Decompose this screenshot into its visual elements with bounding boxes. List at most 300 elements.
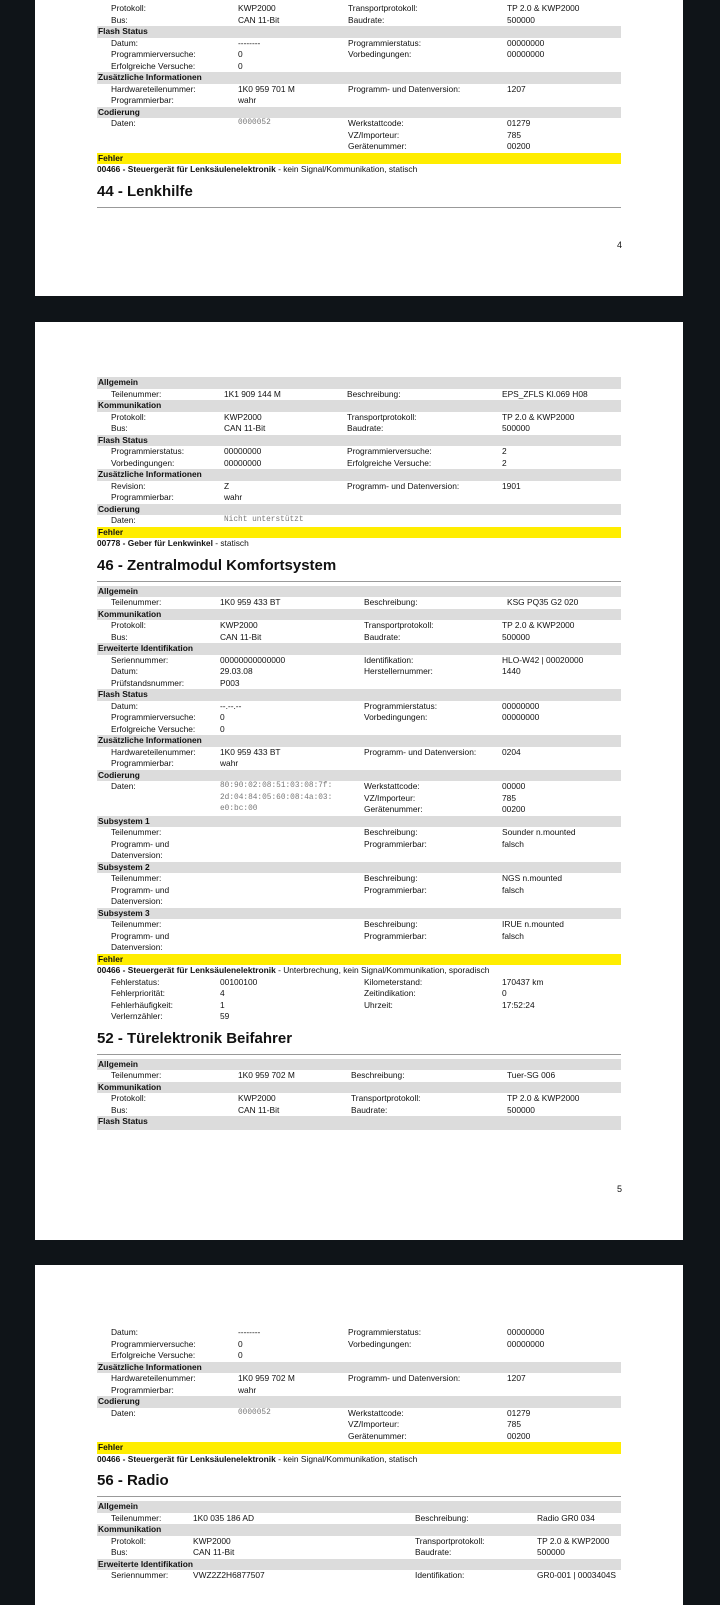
field-value: wahr bbox=[220, 758, 239, 768]
error-description: - statisch bbox=[212, 538, 249, 548]
field-rows bbox=[97, 118, 621, 153]
field-row bbox=[97, 1419, 621, 1431]
error-band: Fehler bbox=[97, 527, 621, 539]
section-title-44: 44 - Lenkhilfe bbox=[97, 182, 621, 208]
field-value: 0 bbox=[238, 1350, 243, 1360]
field-rows bbox=[97, 1513, 621, 1525]
field-value: 01279 bbox=[507, 118, 531, 128]
field-label: Bus: bbox=[111, 1547, 128, 1557]
field-value: 00000000 bbox=[502, 700, 540, 711]
field-value: 00100100 bbox=[220, 976, 258, 987]
field-rows bbox=[97, 1536, 621, 1559]
document-page-6 bbox=[35, 1265, 683, 1605]
field-label: Erfolgreiche Versuche: bbox=[111, 60, 196, 71]
field-value: 500000 bbox=[507, 14, 535, 25]
field-row bbox=[97, 712, 621, 724]
error-description: - Unterbrechung, kein Signal/Kommunikation, sporadisch bbox=[275, 965, 490, 975]
field-row bbox=[97, 38, 621, 50]
field-row bbox=[97, 839, 621, 851]
field-value: 1K1 909 144 M bbox=[224, 388, 281, 399]
field-rows bbox=[97, 1070, 621, 1082]
field-row bbox=[97, 1408, 621, 1420]
field-label: Verlernzähler: bbox=[111, 1011, 163, 1021]
field-row bbox=[97, 758, 621, 770]
field-value: CAN 11-Bit bbox=[224, 423, 266, 433]
field-row bbox=[97, 492, 621, 504]
field-label: Transportprotokoll: bbox=[347, 411, 417, 422]
field-row bbox=[97, 1513, 621, 1525]
field-rows bbox=[97, 1373, 621, 1396]
coding-band: Codierung bbox=[97, 770, 621, 782]
field-label: Datenversion: bbox=[111, 896, 163, 906]
field-value: 4 bbox=[220, 988, 225, 998]
field-label: Teilenummer: bbox=[111, 919, 162, 929]
field-label: Datum: bbox=[111, 37, 138, 48]
field-row bbox=[97, 95, 621, 107]
field-row bbox=[97, 988, 621, 1000]
field-row bbox=[97, 931, 621, 943]
field-row bbox=[97, 389, 621, 401]
field-value: Radio GR0 034 bbox=[537, 1512, 595, 1523]
field-label: Programmierbar: bbox=[364, 838, 427, 849]
field-label: Daten: bbox=[111, 781, 136, 791]
field-row bbox=[97, 130, 621, 142]
flash-status-band: Flash Status bbox=[97, 1116, 621, 1130]
field-label: Transportprotokoll: bbox=[364, 620, 434, 630]
error-code: 00466 - Steuergerät für Lenksäulenelektronik bbox=[97, 965, 276, 975]
field-label: Vorbedingungen: bbox=[111, 457, 175, 468]
field-label: Beschreibung: bbox=[364, 873, 418, 883]
error-band: Fehler bbox=[97, 1442, 621, 1454]
page-5-content bbox=[97, 377, 621, 1130]
additional-info-band: Zusätzliche Informationen bbox=[97, 469, 621, 481]
field-value: 1 bbox=[220, 999, 225, 1010]
field-rows bbox=[97, 1327, 621, 1362]
field-rows bbox=[97, 446, 621, 469]
field-value: TP 2.0 & KWP2000 bbox=[502, 411, 575, 422]
page-4-content bbox=[97, 3, 621, 212]
extended-id-band: Erweiterte Identifikation bbox=[97, 1559, 621, 1571]
communication-band: Kommunikation bbox=[97, 400, 621, 412]
field-value: 2 bbox=[502, 446, 507, 456]
field-label: Datenversion: bbox=[111, 850, 163, 860]
field-label: Programmierversuche: bbox=[111, 49, 196, 59]
field-row bbox=[97, 977, 621, 989]
field-label: Hardwareteilenummer: bbox=[111, 746, 196, 757]
field-label: Zeitindikation: bbox=[364, 988, 416, 998]
field-row bbox=[97, 747, 621, 759]
field-label: Gerätenummer: bbox=[364, 804, 423, 814]
field-value: NGS n.mounted bbox=[502, 873, 563, 883]
field-label: Protokoll: bbox=[111, 620, 146, 630]
coding-band: Codierung bbox=[97, 1396, 621, 1408]
flash-status-band: Flash Status bbox=[97, 26, 621, 38]
communication-band: Kommunikation bbox=[97, 1524, 621, 1536]
field-value: 785 bbox=[502, 792, 516, 803]
field-label: Programmierstatus: bbox=[364, 700, 438, 711]
field-label: Fehlerpriorität: bbox=[111, 988, 165, 998]
field-label: Daten: bbox=[111, 1407, 136, 1418]
subsystem-2-band: Subsystem 2 bbox=[97, 862, 621, 874]
section-title-52: 52 - Türelektronik Beifahrer bbox=[97, 1029, 621, 1055]
field-label: VZ/Importeur: bbox=[348, 1419, 400, 1429]
field-label: Teilenummer: bbox=[111, 1070, 162, 1080]
error-band: Fehler bbox=[97, 153, 621, 165]
field-label: Hardwareteilenummer: bbox=[111, 1373, 196, 1383]
field-value: 1207 bbox=[507, 83, 526, 94]
field-value: KWP2000 bbox=[193, 1535, 231, 1546]
field-label: Teilenummer: bbox=[111, 827, 162, 837]
field-rows bbox=[97, 412, 621, 435]
field-label: Beschreibung: bbox=[351, 1070, 405, 1080]
field-rows bbox=[97, 481, 621, 504]
field-row bbox=[97, 1000, 621, 1012]
field-value: 00200 bbox=[507, 1430, 531, 1441]
field-value: 0204 bbox=[502, 746, 521, 757]
field-label: Daten: bbox=[111, 515, 136, 525]
field-rows bbox=[97, 919, 621, 954]
field-label: Programmierversuche: bbox=[111, 712, 196, 722]
field-label: Erfolgreiche Versuche: bbox=[111, 1350, 196, 1360]
field-label: Seriennummer: bbox=[111, 1570, 169, 1580]
field-value: 1207 bbox=[507, 1373, 526, 1383]
field-value: -------- bbox=[238, 1327, 261, 1337]
field-value: CAN 11-Bit bbox=[220, 631, 262, 642]
field-label: Programm- und Datenversion: bbox=[364, 746, 477, 757]
field-label: Programmierstatus: bbox=[111, 446, 185, 456]
field-value: 17:52:24 bbox=[502, 999, 535, 1010]
field-label: Programmierbar: bbox=[111, 95, 174, 105]
field-value: 80:90:02:08:51:03:08:7f: bbox=[220, 782, 333, 790]
field-label: Teilenummer: bbox=[111, 388, 162, 399]
section-title-56: 56 - Radio bbox=[97, 1471, 621, 1497]
error-entry bbox=[97, 1454, 621, 1466]
field-label: Transportprotokoll: bbox=[415, 1535, 485, 1546]
field-row bbox=[97, 701, 621, 713]
error-code: 00778 - Geber für Lenkwinkel bbox=[97, 538, 213, 548]
field-row bbox=[97, 1373, 621, 1385]
page-6-content bbox=[97, 1327, 621, 1582]
field-row bbox=[97, 446, 621, 458]
field-value: TP 2.0 & KWP2000 bbox=[507, 1093, 580, 1103]
field-label: Programm- und bbox=[111, 884, 170, 895]
field-label: Hardwareteilenummer: bbox=[111, 83, 196, 94]
field-value: CAN 11-Bit bbox=[238, 14, 280, 25]
field-value: 00000000 bbox=[507, 1327, 545, 1337]
field-row bbox=[97, 1339, 621, 1351]
field-row bbox=[97, 666, 621, 678]
field-value: TP 2.0 & KWP2000 bbox=[537, 1535, 610, 1546]
field-rows bbox=[97, 977, 621, 1023]
flash-status-band: Flash Status bbox=[97, 689, 621, 701]
field-rows bbox=[97, 1408, 621, 1443]
field-value: 00200 bbox=[502, 804, 526, 814]
field-row bbox=[97, 118, 621, 130]
document-page-4 bbox=[35, 0, 683, 296]
field-label: Protokoll: bbox=[111, 1093, 146, 1103]
field-label: Protokoll: bbox=[111, 1535, 146, 1546]
field-label: Bus: bbox=[111, 423, 128, 433]
coding-band: Codierung bbox=[97, 107, 621, 119]
field-row bbox=[97, 620, 621, 632]
field-label: Datum: bbox=[111, 666, 138, 676]
field-value: 500000 bbox=[502, 631, 530, 642]
field-label: Datum: bbox=[111, 700, 138, 711]
field-label: Beschreibung: bbox=[415, 1512, 469, 1523]
general-band: Allgemein bbox=[97, 1059, 621, 1071]
field-row bbox=[97, 1327, 621, 1339]
field-value: 1K0 035 186 AD bbox=[193, 1512, 255, 1523]
field-rows bbox=[97, 84, 621, 107]
field-rows bbox=[97, 1093, 621, 1116]
field-label: Gerätenummer: bbox=[348, 1430, 407, 1441]
error-band: Fehler bbox=[97, 954, 621, 966]
field-value: Nicht unterstützt bbox=[224, 516, 304, 524]
field-row bbox=[97, 423, 621, 435]
field-label: VZ/Importeur: bbox=[364, 792, 416, 803]
field-label: Erfolgreiche Versuche: bbox=[347, 457, 432, 468]
field-value: 0 bbox=[238, 49, 243, 59]
field-rows bbox=[97, 781, 621, 816]
field-label: Identifikation: bbox=[364, 654, 414, 665]
field-label: Protokoll: bbox=[111, 3, 146, 13]
field-row bbox=[97, 481, 621, 493]
page-number: 4 bbox=[617, 240, 623, 250]
extended-id-band: Erweiterte Identifikation bbox=[97, 643, 621, 655]
field-value: EPS_ZFLS Kl.069 H08 bbox=[502, 388, 588, 399]
field-row bbox=[97, 61, 621, 73]
field-label: Prüfstandsnummer: bbox=[111, 677, 185, 688]
field-value: 2d:04:84:05:60:08:4a:03: bbox=[220, 793, 333, 802]
field-label: Identifikation: bbox=[415, 1570, 465, 1580]
field-label: Uhrzeit: bbox=[364, 999, 393, 1010]
field-row bbox=[97, 49, 621, 61]
field-label: Teilenummer: bbox=[111, 597, 162, 607]
subsystem-3-band: Subsystem 3 bbox=[97, 908, 621, 920]
field-value: IRUE n.mounted bbox=[502, 919, 564, 929]
field-value: 01279 bbox=[507, 1407, 531, 1418]
field-value: --.--.-- bbox=[220, 700, 242, 711]
field-value: 00200 bbox=[507, 141, 531, 151]
field-value: 00000000 bbox=[507, 37, 545, 48]
additional-info-band: Zusätzliche Informationen bbox=[97, 735, 621, 747]
field-row bbox=[97, 804, 621, 816]
field-row bbox=[97, 412, 621, 424]
field-value: -------- bbox=[238, 37, 261, 48]
field-value: 2 bbox=[502, 457, 507, 468]
field-rows bbox=[97, 389, 621, 401]
field-row bbox=[97, 896, 621, 908]
general-band: Allgemein bbox=[97, 586, 621, 598]
field-label: Gerätenummer: bbox=[348, 141, 407, 151]
field-label: Bus: bbox=[111, 631, 128, 642]
field-rows bbox=[97, 655, 621, 690]
field-label: Datenversion: bbox=[111, 942, 163, 952]
field-label: Daten: bbox=[111, 118, 136, 128]
field-label: Herstellernummer: bbox=[364, 666, 433, 676]
field-value: GR0-001 | 0003404S bbox=[537, 1570, 617, 1580]
field-row bbox=[97, 919, 621, 931]
field-value: VWZ2Z2H6877507 bbox=[193, 1570, 265, 1580]
field-value: 00000000 bbox=[507, 1338, 545, 1349]
field-value: KSG PQ35 G2 020 bbox=[507, 597, 579, 607]
field-value: 0 bbox=[238, 1338, 243, 1349]
error-entry bbox=[97, 965, 621, 977]
field-rows bbox=[97, 38, 621, 73]
field-row bbox=[97, 1011, 621, 1023]
field-value: 0 bbox=[238, 60, 243, 71]
field-label: VZ/Importeur: bbox=[348, 129, 400, 140]
field-value: 0 bbox=[220, 723, 225, 734]
field-label: Fehlerstatus: bbox=[111, 976, 160, 987]
field-row bbox=[97, 141, 621, 153]
field-value: HLO-W42 | 00020000 bbox=[502, 654, 584, 665]
field-value: e0:bc:00 bbox=[220, 805, 258, 813]
field-value: 500000 bbox=[507, 1104, 535, 1115]
field-label: Programmierbar: bbox=[111, 1384, 174, 1395]
coding-band: Codierung bbox=[97, 504, 621, 516]
field-value: TP 2.0 & KWP2000 bbox=[507, 3, 580, 13]
field-value: 0000052 bbox=[238, 119, 271, 127]
field-label: Datum: bbox=[111, 1327, 138, 1337]
field-value: CAN 11-Bit bbox=[238, 1104, 280, 1115]
field-rows bbox=[97, 620, 621, 643]
field-value: 1440 bbox=[502, 666, 521, 676]
field-label: Erfolgreiche Versuche: bbox=[111, 723, 196, 734]
subsystem-1-band: Subsystem 1 bbox=[97, 816, 621, 828]
field-value: CAN 11-Bit bbox=[193, 1547, 235, 1557]
field-rows bbox=[97, 3, 621, 26]
field-label: Baudrate: bbox=[415, 1547, 452, 1557]
field-value: Z bbox=[224, 480, 230, 491]
field-label: Bus: bbox=[111, 1104, 128, 1115]
field-rows bbox=[97, 747, 621, 770]
field-label: Teilenummer: bbox=[111, 1512, 162, 1523]
field-value: 00000 bbox=[502, 781, 526, 791]
field-value: KWP2000 bbox=[238, 1093, 276, 1103]
field-value: falsch bbox=[502, 930, 524, 941]
field-value: 0 bbox=[502, 988, 507, 998]
field-label: Werkstattcode: bbox=[364, 781, 420, 791]
field-label: Baudrate: bbox=[347, 423, 384, 433]
field-value: 29.03.08 bbox=[220, 666, 253, 676]
error-description: - kein Signal/Kommunikation, statisch bbox=[275, 164, 418, 174]
section-title-46: 46 - Zentralmodul Komfortsystem bbox=[97, 556, 621, 582]
flash-status-band: Flash Status bbox=[97, 435, 621, 447]
field-row bbox=[97, 1070, 621, 1082]
field-row bbox=[97, 1431, 621, 1443]
field-label: Programm- und bbox=[111, 930, 170, 941]
field-label: Vorbedingungen: bbox=[348, 1338, 412, 1349]
field-row bbox=[97, 655, 621, 667]
field-label: Baudrate: bbox=[348, 14, 385, 25]
communication-band: Kommunikation bbox=[97, 1082, 621, 1094]
field-label: Baudrate: bbox=[351, 1104, 388, 1115]
error-entry bbox=[97, 538, 621, 550]
field-value: falsch bbox=[502, 838, 524, 849]
field-label: Vorbedingungen: bbox=[364, 712, 428, 722]
field-value: KWP2000 bbox=[224, 411, 262, 422]
field-label: Werkstattcode: bbox=[348, 1407, 404, 1418]
field-label: Beschreibung: bbox=[364, 827, 418, 837]
field-rows bbox=[97, 597, 621, 609]
field-row bbox=[97, 678, 621, 690]
field-label: Vorbedingungen: bbox=[348, 49, 412, 59]
field-rows bbox=[97, 515, 621, 527]
field-label: Programmierbar: bbox=[111, 492, 174, 502]
document-page-5 bbox=[35, 322, 683, 1240]
field-value: 00000000 bbox=[507, 49, 545, 59]
field-value: TP 2.0 & KWP2000 bbox=[502, 620, 575, 630]
field-label: Programmierstatus: bbox=[348, 37, 422, 48]
field-value: Sounder n.mounted bbox=[502, 827, 576, 837]
field-row bbox=[97, 458, 621, 470]
field-label: Programm- und Datenversion: bbox=[348, 83, 461, 94]
field-value: 1901 bbox=[502, 480, 521, 491]
field-label: Bus: bbox=[111, 14, 128, 25]
field-label: Programm- und Datenversion: bbox=[348, 1373, 461, 1383]
field-value: Tuer-SG 006 bbox=[507, 1070, 556, 1080]
field-rows bbox=[97, 701, 621, 736]
page-number: 5 bbox=[617, 1184, 623, 1194]
field-value: 500000 bbox=[537, 1547, 565, 1557]
field-label: Seriennummer: bbox=[111, 654, 169, 665]
field-row bbox=[97, 597, 621, 609]
field-label: Programmierstatus: bbox=[348, 1327, 422, 1337]
field-row bbox=[97, 84, 621, 96]
additional-info-band: Zusätzliche Informationen bbox=[97, 72, 621, 84]
error-code: 00466 - Steuergerät für Lenksäulenelektronik bbox=[97, 1453, 276, 1464]
field-value: 1K0 959 702 M bbox=[238, 1070, 295, 1080]
field-row bbox=[97, 850, 621, 862]
field-value: 0 bbox=[220, 712, 225, 722]
field-label: Revision: bbox=[111, 480, 146, 491]
field-value: falsch bbox=[502, 884, 524, 895]
field-value: KWP2000 bbox=[220, 620, 258, 630]
error-code: 00466 - Steuergerät für Lenksäulenelektronik bbox=[97, 164, 276, 174]
field-label: Programmierbar: bbox=[364, 930, 427, 941]
field-value: wahr bbox=[224, 492, 243, 502]
field-value: 170437 km bbox=[502, 976, 544, 987]
field-row bbox=[97, 942, 621, 954]
field-label: Baudrate: bbox=[364, 631, 401, 642]
field-value: wahr bbox=[238, 1384, 257, 1395]
field-row bbox=[97, 1547, 621, 1559]
field-label: Programm- und Datenversion: bbox=[347, 480, 460, 491]
field-value: 00000000 bbox=[224, 446, 262, 456]
field-row bbox=[97, 793, 621, 805]
field-value: 59 bbox=[220, 1011, 230, 1021]
field-value: 1K0 959 433 BT bbox=[220, 597, 281, 607]
field-row bbox=[97, 3, 621, 15]
error-description: - kein Signal/Kommunikation, statisch bbox=[275, 1453, 418, 1464]
field-row bbox=[97, 1093, 621, 1105]
field-row bbox=[97, 1105, 621, 1117]
field-label: Programm- und bbox=[111, 838, 170, 849]
field-row bbox=[97, 1350, 621, 1362]
field-value: KWP2000 bbox=[238, 3, 276, 13]
field-row bbox=[97, 632, 621, 644]
field-label: Fehlerhäufigkeit: bbox=[111, 999, 173, 1010]
field-value: 1K0 959 433 BT bbox=[220, 746, 281, 757]
additional-info-band: Zusätzliche Informationen bbox=[97, 1362, 621, 1374]
field-value: 00000000 bbox=[502, 712, 540, 722]
field-row bbox=[97, 873, 621, 885]
field-row bbox=[97, 15, 621, 27]
field-row bbox=[97, 1536, 621, 1548]
field-row bbox=[97, 1385, 621, 1397]
field-label: Werkstattcode: bbox=[348, 118, 404, 128]
